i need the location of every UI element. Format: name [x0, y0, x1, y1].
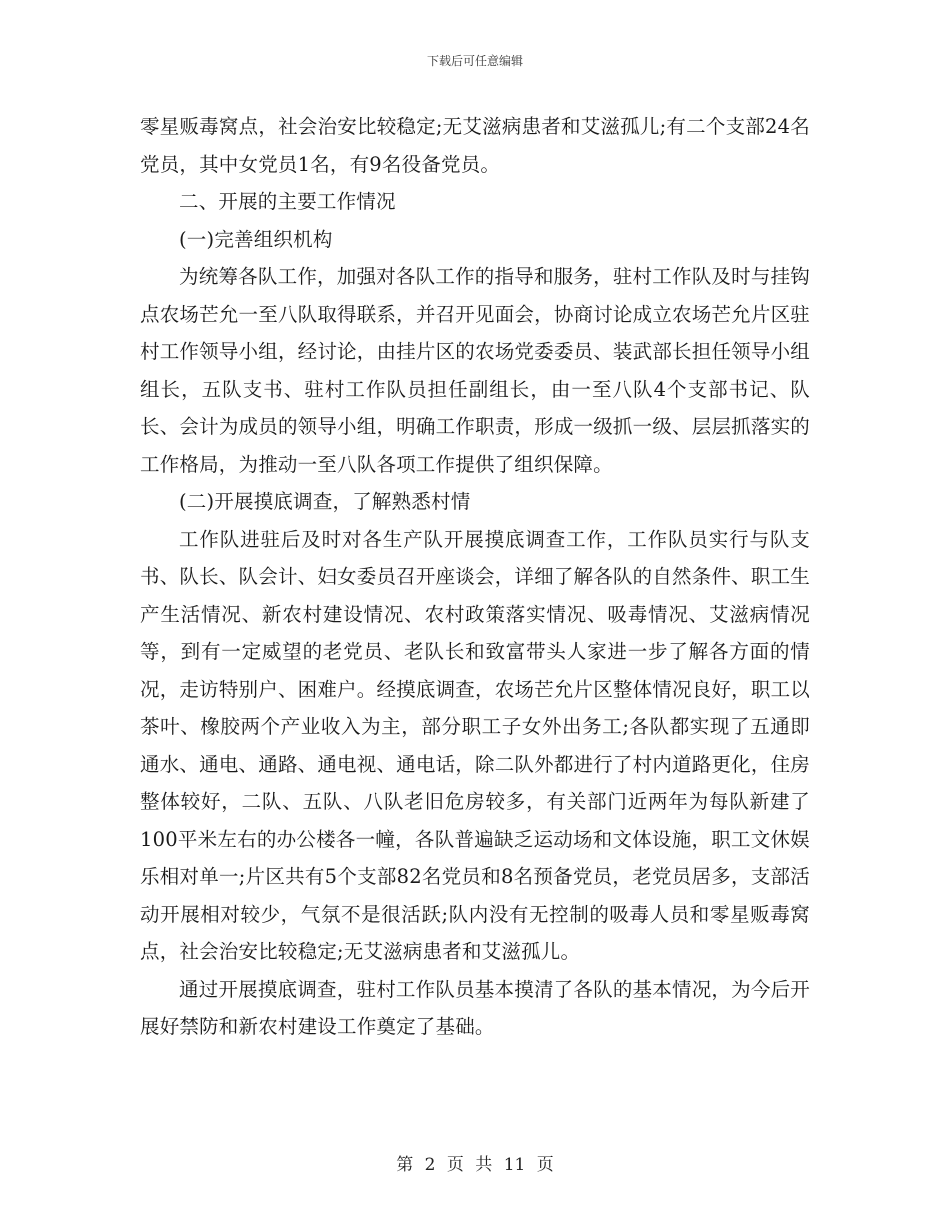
subsection-heading-2: (二)开展摸底调查，了解熟悉村情 [179, 490, 471, 513]
paragraph-organization: 为统筹各队工作，加强对各队工作的指导和服务，驻村工作队及时与挂钩点农场芒允一至八队取得联系，并召开见面会，协商讨论成立农场芒允片区驻村工作领导小组，经讨论，由挂片区的农场党委委员、装武部长担任领导小组组长，五队支书、驻村工作队员担任副组长，由一至八队4个支部书记、队长、会计为成员的领导小组，明确工作职责，形成一级抓一级、层层抓落实的工作格局，为推动一至八队各项工作提供了组织保障。 [140, 265, 810, 476]
paragraph-conclusion: 通过开展摸底调查，驻村工作队员基本摸清了各队的基本情况，为今后开展好禁防和新农村建设工作奠定了基础。 [140, 977, 810, 1038]
subsection-heading-1: (一)完善组织机构 [179, 227, 333, 251]
paragraph-continuation: 零星贩毒窝点，社会治安比较稳定;无艾滋病患者和艾滋孤儿;有二个支部24名党员，其中女党员1名，有9名役备党员。 [140, 115, 810, 176]
page-number: 第 2 页 共 11 页 [396, 1155, 554, 1175]
paragraph-survey: 工作队进驻后及时对各生产队开展摸底调查工作，工作队员实行与队支书、队长、队会计、妇女委员召开座谈会，详细了解各队的自然条件、职工生产生活情况、新农村建设情况、农村政策落实情况、吸毒情况、艾滋病情况等，到有一定威望的老党员、老队长和致富带头人家进一步了解各方面的情况，走访特别户、困难户。经摸底调查，农场芒允片区整体情况良好，职工以茶叶、橡胶两个产业收入为主，部分职工子女外出务工;各队都实现了五通即通水、通电、通路、通电视、通电话，除二队外都进行了村内道路更化，住房整体较好，二队、五队、八队老旧危房较多，有关部门近两年为每队新建了100平米左右的办公楼各一幢，各队普遍缺乏运动场和文体设施，职工文休娱乐相对单一;片区共有5个支部82名党员和8名预备党员，老党员居多，支部活动开展相对较少，气氛不是很活跃;队内没有无控制的吸毒人员和零星贩毒窝点，社会治安比较稳定;无艾滋病患者和艾滋孤儿。 [140, 527, 810, 963]
section-heading: 二、开展的主要工作情况 [179, 190, 396, 213]
page-header-note: 下载后可任意编辑 [426, 54, 523, 68]
document-body [140, 108, 810, 1046]
